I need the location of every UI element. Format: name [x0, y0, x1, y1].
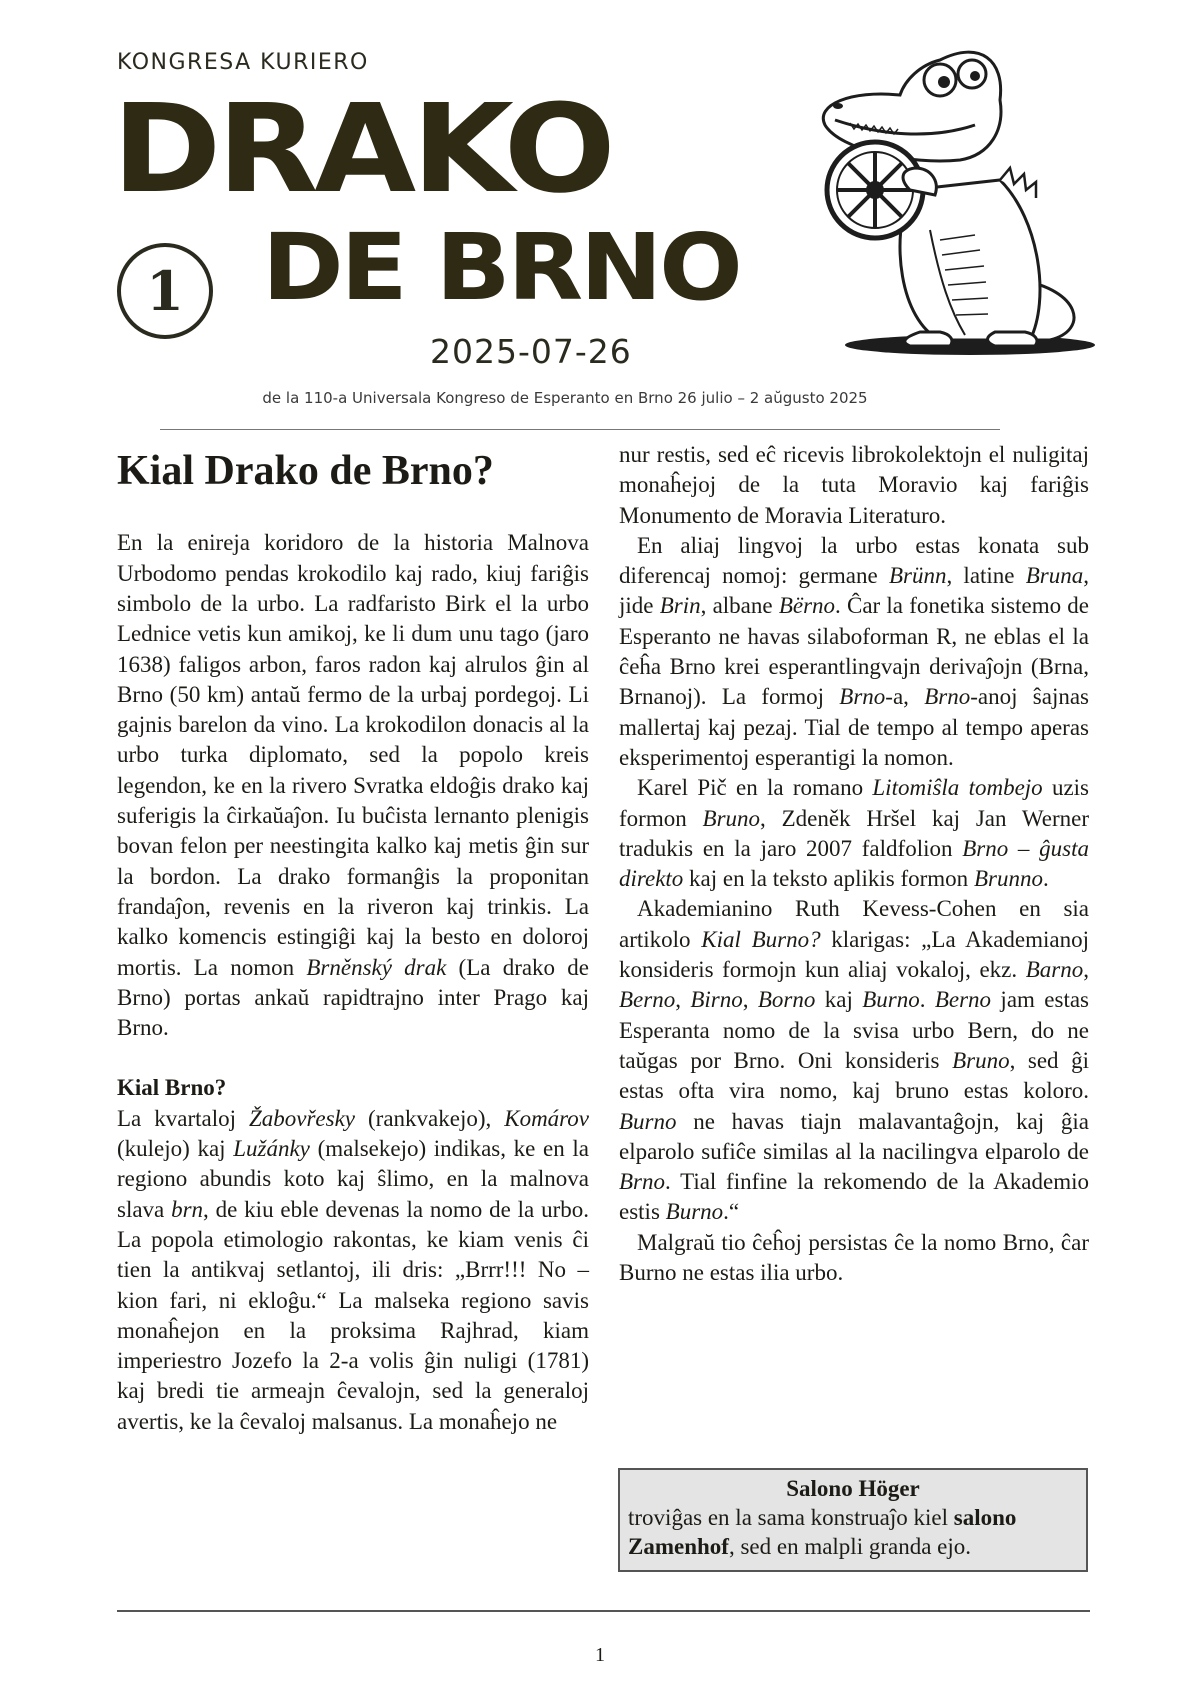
info-box-title: Salono Höger: [786, 1476, 920, 1501]
paragraph-1: En la enireja koridoro de la historia Malnova Urbodomo pendas krokodilo kaj rado, kiuj fariĝis simbolo de la urbo. La radfaristo Birk el la urbo Lednice vetis kun amikoj, ke li dum unu tago (jaro 1638) faligos arbon, faros radon kaj alrulos ĝin al Brno (50 km) antaŭ fermo de la urbaj pordegoj. Li gajnis barelon da vino. La krokodilon donacis al la urbo turka diplomato, sed la popolo kreis legendon, ke en la rivero Svratka eldoĝis drako kaj suferigis la ĉirkaŭaĵon. Iu buĉista lernanto plenigis bovan felon per neestingita kalko kaj metis ĝin sur la bordon. La drako formanĝis la proponitan frandaĵon, revenis en la riveron kaj trinkis. La kalko komencis estingiĝi kaj la besto en doloroj mortis. La nomon Brněnský drak (La drako de Brno) portas ankaŭ rapidtrajno inter Prago kaj Brno.: [117, 530, 589, 1041]
issue-number-badge: [117, 243, 213, 339]
issue-number: 1: [146, 259, 184, 323]
footer-rule: [117, 1610, 1090, 1612]
page-number: 1: [595, 1644, 605, 1666]
paragraph-2: La kvartaloj Žabovřesky (rankvakejo), Komárov (kulejo) kaj Lužánky (malsekejo) indikas, ke en la regiono abundis koto kaj ŝlimo, en la malnova slava brn, de kiu eble devenas la nomo de la urbo. La popola etimologio rakontas, ke kiam venis ĉi tien la antikvaj setlantoj, ili dris: „Brrr!!! No – kion fari, ni ekloĝu.“ La malseka regiono savis monaĥejon en la proksima Rajhrad, kiam imperiestro Jozefo la 2-a volis ĝin nuligi (1781) kaj bredi tie armeajn ĉevalojn, sed la generaloj avertis, ke la ĉevaloj malsanus. La monaĥejo ne: [117, 1105, 589, 1434]
left-column: [117, 440, 589, 1437]
paragraph-5: Akademianino Ruth Kevess-Cohen en sia artikolo Kial Burno? klarigas: „La Akademianoj konsideris formojn kun aliaj vokaloj, ekz. Barno, Berno, Birno, Borno kaj Burno. Berno jam estas Esperanta nomo de la svisa urbo Bern, do ne taŭgas por Brno. Oni konsideris Bruno, sed ĝi estas ofta vira nomo, kaj bruno estas koloro. Burno ne havas tiajn malavantaĝojn, kaj ĝia elparolo sufiĉe similas al la nacilingva elparolo de Brno. Tial finfine la rekomendo de la Akademio estis Burno.“: [619, 896, 1090, 1225]
paragraph-2-continued: nur restis, sed eĉ ricevis librokolektojn el nuligitaj monaĥejoj de la tuta Moravio kaj fariĝis Monumento de Moravia Literaturo.: [619, 442, 1089, 528]
congress-line: de la 110-a Universala Kongreso de Esperanto en Brno 26 julio – 2 aŭgusto 2025: [262, 389, 868, 407]
title-line-2: DE BRNO: [262, 214, 740, 321]
paragraph-6: Malgraŭ tio ĉeĥoj persistas ĉe la nomo Brno, ĉar Burno ne estas ilia urbo.: [619, 1229, 1089, 1286]
crocodile-mascot-icon: [790, 40, 1100, 360]
title-line-1: DRAKO: [112, 78, 612, 220]
kicker: KONGRESA KURIERO: [117, 50, 369, 75]
paragraph-3: En aliaj lingvoj la urbo estas konata sub diferencaj nomoj: germane Brünn, latine Bruna, jide Brin, albane Bërno. Ĉar la fonetika sistemo de Esperanto ne havas silaboforman R, ne eblas el la ĉeĥa Brno krei esperantlingvajn derivaĵojn (Brna, Brnanoj). La formoj Brno-a, Brno-anoj ŝajnas mallertaj kaj pezaj. Tial de tempo al tempo aperas eksperimentoj esperantigi la nomon.: [619, 532, 1090, 770]
article-headline: Kial Drako de Brno?: [117, 448, 494, 494]
right-column: [619, 440, 1089, 1288]
paragraph-4: Karel Pič en la romano Litomiŝla tombejo uzis formon Bruno, Zdeněk Hršel kaj Jan Werner tradukis en la jaro 2007 faldfolion Brno – ĝusta direkto kaj en la teksto aplikis formon Brunno.: [619, 775, 1090, 892]
header-rule: [160, 429, 1000, 430]
info-box-text: troviĝas en la sama konstruaĵo kiel salono Zamenhof, sed en malpli granda ejo.: [628, 1505, 1017, 1559]
info-box: [618, 1468, 1088, 1572]
issue-date: 2025-07-26: [430, 332, 632, 371]
subheading: Kial Brno?: [117, 1075, 227, 1101]
